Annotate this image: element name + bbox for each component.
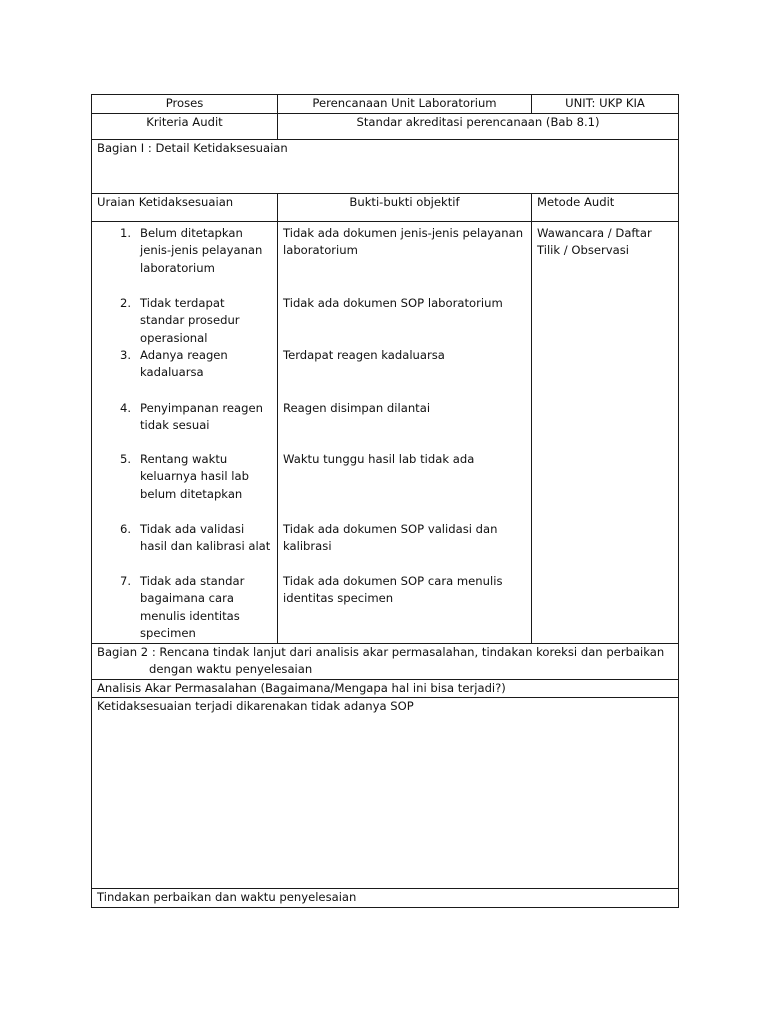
col-metode-header: Metode Audit xyxy=(532,193,679,221)
proses-label: Proses xyxy=(92,95,278,114)
uraian-cell xyxy=(92,221,278,643)
bukti-text: Waktu tunggu hasil lab tidak ada xyxy=(283,451,475,466)
unit-value: UNIT: UKP KIA xyxy=(532,95,679,114)
kriteria-value: Standar akreditasi perencanaan (Bab 8.1) xyxy=(278,113,679,139)
bagian2-title-row xyxy=(92,643,679,679)
uraian-text: Tidak terdapat standar prosedur operasional xyxy=(140,295,240,345)
proses-value: Perencanaan Unit Laboratorium xyxy=(278,95,532,114)
item-number: 5. xyxy=(119,451,131,466)
uraian-item xyxy=(97,573,272,643)
uraian-item xyxy=(97,295,272,347)
uraian-item xyxy=(97,347,272,400)
item-number: 6. xyxy=(119,521,131,536)
bagian2-title: Bagian 2 : Rencana tindak lanjut dari analisis akar permasalahan, tindakan koreksi dan perbaikan dengan waktu penyelesaian xyxy=(92,643,679,679)
analisis-content-row xyxy=(92,698,679,889)
col-bukti-header: Bukti-bukti objektif xyxy=(278,193,532,221)
uraian-text: Adanya reagen kadaluarsa xyxy=(140,347,228,379)
kriteria-row xyxy=(92,113,679,139)
item-number: 3. xyxy=(119,347,131,362)
uraian-item xyxy=(97,225,272,295)
uraian-item xyxy=(97,521,272,573)
proses-row xyxy=(92,95,679,114)
analisis-label: Analisis Akar Permasalahan (Bagaimana/Mengapa hal ini bisa terjadi?) xyxy=(92,679,679,698)
bukti-text: Tidak ada dokumen jenis-jenis pelayanan laboratorium xyxy=(283,225,524,257)
uraian-item xyxy=(97,451,272,521)
metode-cell: Wawancara / Daftar Tilik / Observasi xyxy=(532,221,679,643)
findings-row xyxy=(92,221,679,643)
uraian-text: Tidak ada standar bagaimana cara menulis identitas specimen xyxy=(140,573,245,640)
bukti-cell xyxy=(278,221,532,643)
bukti-text: Terdapat reagen kadaluarsa xyxy=(283,347,445,362)
uraian-text: Tidak ada validasi hasil dan kalibrasi alat xyxy=(140,521,271,553)
item-number: 2. xyxy=(119,295,131,310)
tindakan-label-row xyxy=(92,889,679,908)
audit-form-table xyxy=(91,94,679,908)
item-number: 1. xyxy=(119,225,131,240)
analisis-text: Ketidaksesuaian terjadi dikarenakan tidak adanya SOP xyxy=(92,698,679,889)
analisis-label-row xyxy=(92,679,679,698)
bukti-text: Reagen disimpan dilantai xyxy=(283,400,431,415)
tindakan-label: Tindakan perbaikan dan waktu penyelesaian xyxy=(92,889,679,908)
col-uraian-header: Uraian Ketidaksesuaian xyxy=(92,193,278,221)
item-number: 4. xyxy=(119,400,131,415)
bukti-text: Tidak ada dokumen SOP laboratorium xyxy=(283,295,503,310)
uraian-text: Rentang waktu keluarnya hasil lab belum ditetapkan xyxy=(140,451,249,501)
bagian1-title: Bagian I : Detail Ketidaksesuaian xyxy=(92,139,679,193)
item-number: 7. xyxy=(119,573,131,588)
uraian-list xyxy=(97,225,272,643)
kriteria-label: Kriteria Audit xyxy=(92,113,278,139)
bukti-text: Tidak ada dokumen SOP validasi dan kalibrasi xyxy=(283,521,498,553)
bagian1-column-header-row xyxy=(92,193,679,221)
bukti-text: Tidak ada dokumen SOP cara menulis identitas specimen xyxy=(283,573,503,605)
uraian-item xyxy=(97,400,272,451)
uraian-text: Penyimpanan reagen tidak sesuai xyxy=(140,400,263,432)
uraian-text: Belum ditetapkan jenis-jenis pelayanan laboratorium xyxy=(140,225,263,275)
bagian1-title-row xyxy=(92,139,679,193)
